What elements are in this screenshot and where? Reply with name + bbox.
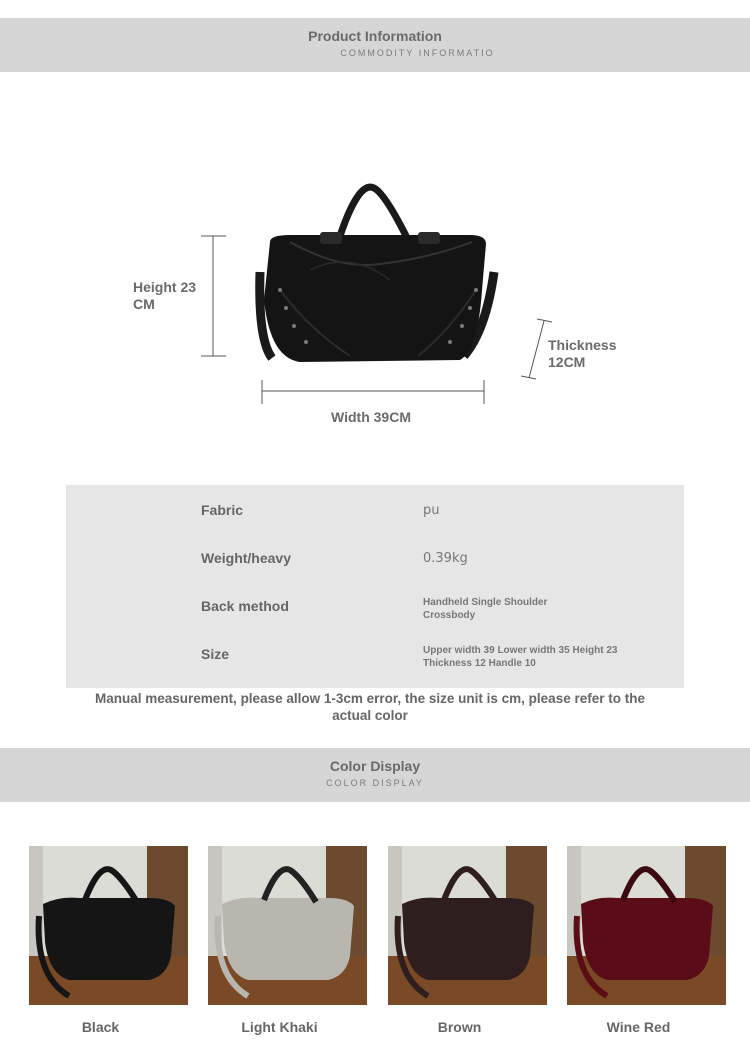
height-label: Height 23 CM [133,279,197,312]
color-label: Light Khaki [241,1019,318,1035]
section-subtitle: COMMODITY INFORMATIO [340,48,495,58]
bag-photo [208,846,367,1005]
color-swatch-brown[interactable] [388,846,547,1005]
color-swatch-wine-red[interactable] [567,846,726,1005]
color-label: Wine Red [606,1019,671,1035]
color-label: Black [81,1019,120,1035]
spec-table [66,485,684,688]
thickness-label: Thickness 12CM [548,337,617,370]
color-swatch-light-khaki[interactable] [208,846,367,1005]
spec-key: Weight/heavy [201,550,291,566]
bag-photo [29,846,188,1005]
spec-value: pu [423,503,440,518]
color-label: Brown [437,1019,482,1035]
section-title: Product Information [308,28,442,44]
section-subtitle: COLOR DISPLAY [326,778,424,788]
spec-key: Back method [201,598,289,614]
handbag-image [250,180,510,380]
measurement-note: Manual measurement, please allow 1-3cm error, the size unit is cm, please refer to the actual color [95,691,645,723]
spec-value: 0.39kg [423,551,468,566]
width-label: Width 39CM [331,409,411,425]
spec-value: Upper width 39 Lower width 35 Height 23 Thickness 12 Handle 10 [423,645,618,669]
bag-photo [567,846,726,1005]
section-title: Color Display [329,758,421,774]
spec-value: Handheld Single Shoulder Crossbody [423,597,548,621]
bag-photo [388,846,547,1005]
color-swatch-black[interactable] [29,846,188,1005]
spec-key: Fabric [201,502,244,518]
spec-key: Size [201,646,230,662]
color-display-header [0,748,750,802]
